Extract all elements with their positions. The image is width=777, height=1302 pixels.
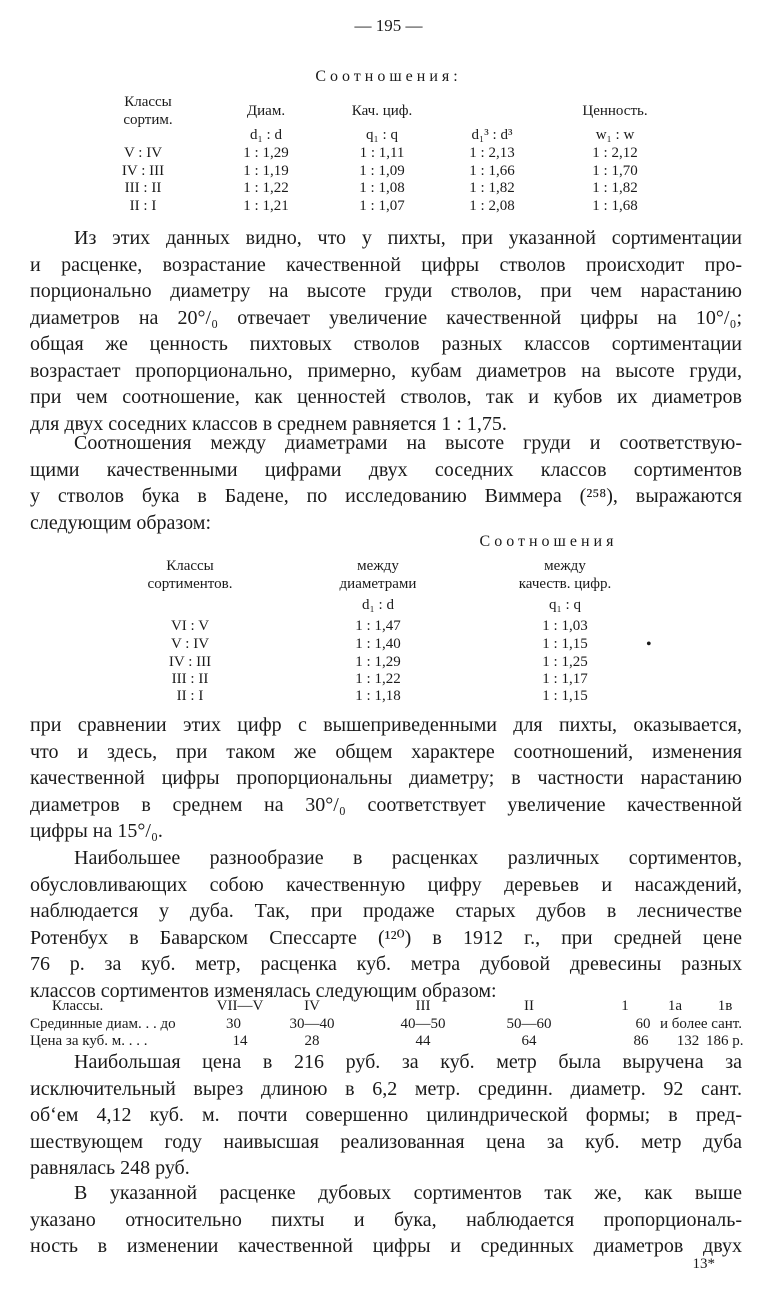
table1-header-value: Ценность.	[582, 103, 648, 119]
table1-value: 1 : 1,68	[592, 198, 638, 214]
table3-price: 186 р.	[706, 1033, 744, 1049]
table3-class: III	[415, 998, 431, 1014]
text-line: об‘ем 4,12 куб. м. почти совершенно цилиндрической формы; в пред-	[30, 1104, 742, 1126]
table1-diam: 1 : 1,21	[243, 198, 289, 214]
table3-price: 44	[415, 1033, 431, 1049]
table1-sub-qual: q₁ : q	[366, 127, 398, 143]
table1-qual: 1 : 1,07	[359, 198, 405, 214]
table3-price: 64	[521, 1033, 537, 1049]
paragraph-1	[30, 225, 742, 437]
text-line: Наибольшая цена в 216 руб. за куб. метр была выручена за	[74, 1051, 742, 1073]
table3-diam: 50—60	[506, 1016, 552, 1032]
table3-class: II	[524, 998, 534, 1014]
table2-header-diam: между	[357, 558, 399, 574]
table3-class: VII—V	[216, 998, 264, 1014]
table2-sub-qual: q₁ : q	[549, 597, 581, 613]
text-line: у стволов бука в Бадене, по исследованию Виммера (²⁵⁸), выражаются	[30, 485, 742, 507]
table2-diam: 1 : 1,40	[355, 636, 401, 652]
text-line: классов сортиментов изменялась следующим образом:	[30, 979, 497, 1002]
table3-label-price: Цена за куб. м. . . .	[30, 1033, 148, 1049]
text-line: для двух соседних классов в среднем равняется 1 : 1,75.	[30, 412, 507, 435]
table1-cube: 1 : 2,13	[469, 145, 515, 161]
text-line: и расценке, возрастание качественной цифры стволов происходит про-	[30, 253, 742, 276]
text-line: общая же ценность пихтовых стволов разных классов сортиментации	[30, 333, 742, 355]
paragraph-3	[30, 712, 742, 845]
table2-class: VI : V	[170, 618, 210, 634]
table2-diam: 1 : 1,29	[355, 654, 401, 670]
table2-class: V : IV	[170, 636, 210, 652]
table1-class: V : IV	[123, 145, 163, 161]
table3-diam-tail: и более сант.	[660, 1016, 742, 1032]
table1-diam: 1 : 1,19	[243, 163, 289, 179]
table3-price: 132	[676, 1033, 700, 1049]
text-line: исключительный вырез длиною в 6,2 метр. срединн. диаметр. 92 сант.	[30, 1077, 742, 1100]
text-line: цифры на 15°/₀.	[30, 820, 163, 842]
table3-price: 28	[304, 1033, 320, 1049]
table1-sub-value: w₁ : w	[595, 127, 635, 143]
stray-dot-mark: •	[646, 636, 652, 653]
table1-cube: 1 : 2,08	[469, 198, 515, 214]
table2-header-qual: между	[544, 558, 586, 574]
table1-header-qual: Кач. циф.	[351, 103, 413, 119]
table3-class: IV	[304, 998, 320, 1014]
table1-cube: 1 : 1,66	[469, 163, 515, 179]
table2-header-class-2: сортиментов.	[147, 576, 233, 592]
table2-header-diam-2: диаметрами	[339, 576, 417, 592]
table3-price: 14	[232, 1033, 248, 1049]
text-line: шествующем году наивысшая реализованная цена за куб. метр дуба	[30, 1130, 742, 1153]
table2-diam: 1 : 1,22	[355, 671, 401, 687]
table1-caption: Соотношения:	[315, 68, 462, 85]
text-line: при чем соотношение, как ценностей стволов, так и кубов их диаметров	[30, 386, 742, 408]
table2-qual: 1 : 1,15	[542, 636, 588, 652]
table1-value: 1 : 1,82	[592, 180, 638, 196]
text-line: при сравнении этих цифр с вышеприведенными для пихты, оказывается,	[30, 714, 742, 736]
paragraph-2	[30, 430, 742, 536]
table1-qual: 1 : 1,11	[359, 145, 405, 161]
text-line: качественной цифры пропорциональны диаметру; в частности нарастанию	[30, 767, 742, 789]
table1-header-diam: Диам.	[246, 103, 286, 119]
table2-qual: 1 : 1,15	[542, 688, 588, 704]
text-line: 76 р. за куб. метр, расценка куб. метра дубовой древесины разных	[30, 953, 742, 975]
table1-diam: 1 : 1,22	[243, 180, 289, 196]
table3-diam: 30—40	[289, 1016, 335, 1032]
table1-header-class: Классы	[124, 94, 172, 110]
table1-sub-diam: d₁ : d	[250, 127, 282, 143]
text-line: порционально диаметру на высоте груди стволов, при чем нарастанию	[30, 280, 742, 302]
table2-qual: 1 : 1,17	[542, 671, 588, 687]
text-line: следующим образом:	[30, 511, 212, 534]
table3-class: 1а	[667, 998, 683, 1014]
text-line: указано относительно пихты и бука, наблюдается пропорциональ-	[30, 1208, 742, 1231]
text-line: Из этих данных видно, что у пихты, при указанной сортиментации	[74, 227, 742, 249]
paragraph-6	[30, 1180, 742, 1260]
table2-class: IV : III	[168, 654, 212, 670]
table2-qual: 1 : 1,25	[542, 654, 588, 670]
table3-label-diam: Срединные диам. . . до	[30, 1016, 176, 1032]
table3-diam: 30	[226, 1016, 241, 1032]
text-line: В указанной расценке дубовых сортиментов так же, как выше	[74, 1182, 742, 1204]
table1-qual: 1 : 1,08	[359, 180, 405, 196]
table3-class: 1	[621, 998, 629, 1014]
text-line: Ротенбух в Баварском Спессарте (¹²⁰) в 1912 г., при средней цене	[30, 926, 742, 949]
text-line: Наибольшее разнообразие в расценках различных сортиментов,	[74, 847, 742, 869]
text-line: наблюдается у дуба. Так, при продаже старых дубов в лесничестве	[30, 900, 742, 922]
table3-diam: 40—50	[400, 1016, 446, 1032]
text-line: Соотношения между диаметрами на высоте груди и соответствую-	[74, 432, 742, 454]
table3-label-classes: Классы.	[52, 998, 104, 1014]
table2-diam: 1 : 1,18	[355, 688, 401, 704]
text-line: диаметров в среднем на 30°/₀ соответствует увеличение качественной	[30, 793, 742, 816]
table2-sub-diam: d₁ : d	[362, 597, 394, 613]
table1-class: III : II	[124, 180, 162, 196]
table3-diam: 60	[635, 1016, 651, 1032]
table3-class: 1в	[717, 998, 733, 1014]
page-number: — 195 —	[354, 16, 423, 35]
table2-class: III : II	[171, 671, 209, 687]
text-line: возрастает пропорционально, примерно, кубам диаметров на высоте груди,	[30, 359, 742, 382]
table1-class: II : I	[129, 198, 157, 214]
table2-class: II : I	[176, 688, 204, 704]
paragraph-5	[30, 1049, 742, 1182]
table2-header-qual-2: качеств. цифр.	[518, 576, 612, 592]
table1-header-class-2: сортим.	[123, 112, 173, 128]
table1-sub-cube: d₁³ : d³	[471, 127, 513, 143]
text-line: ность в изменении качественной цифры и срединных диаметров двух	[30, 1235, 742, 1257]
text-line: что и здесь, при таком же общем характере соотношений, изменения	[30, 740, 742, 763]
table1-class: IV : III	[121, 163, 165, 179]
paragraph-4	[30, 845, 742, 1004]
text-line: щими качественными цифрами двух соседних классов сортиментов	[30, 458, 742, 481]
table1-cube: 1 : 1,82	[469, 180, 515, 196]
table1-value: 1 : 2,12	[592, 145, 638, 161]
text-line: обусловливающих собою качественную цифру деревьев и насаждений,	[30, 873, 742, 896]
text-line: равнялась 248 руб.	[30, 1157, 190, 1179]
table1-value: 1 : 1,70	[592, 163, 638, 179]
signature-mark: 13*	[692, 1256, 715, 1272]
table2-qual: 1 : 1,03	[542, 618, 588, 634]
table2-caption: Соотношения	[479, 533, 618, 550]
table2-header-class: Классы	[166, 558, 214, 574]
text-line: диаметров на 20°/₀ отвечает увеличение качественной цифры на 10°/₀;	[30, 306, 742, 329]
table3-price: 86	[633, 1033, 649, 1049]
table1-diam: 1 : 1,29	[243, 145, 289, 161]
table2-diam: 1 : 1,47	[355, 618, 401, 634]
table1-qual: 1 : 1,09	[359, 163, 405, 179]
